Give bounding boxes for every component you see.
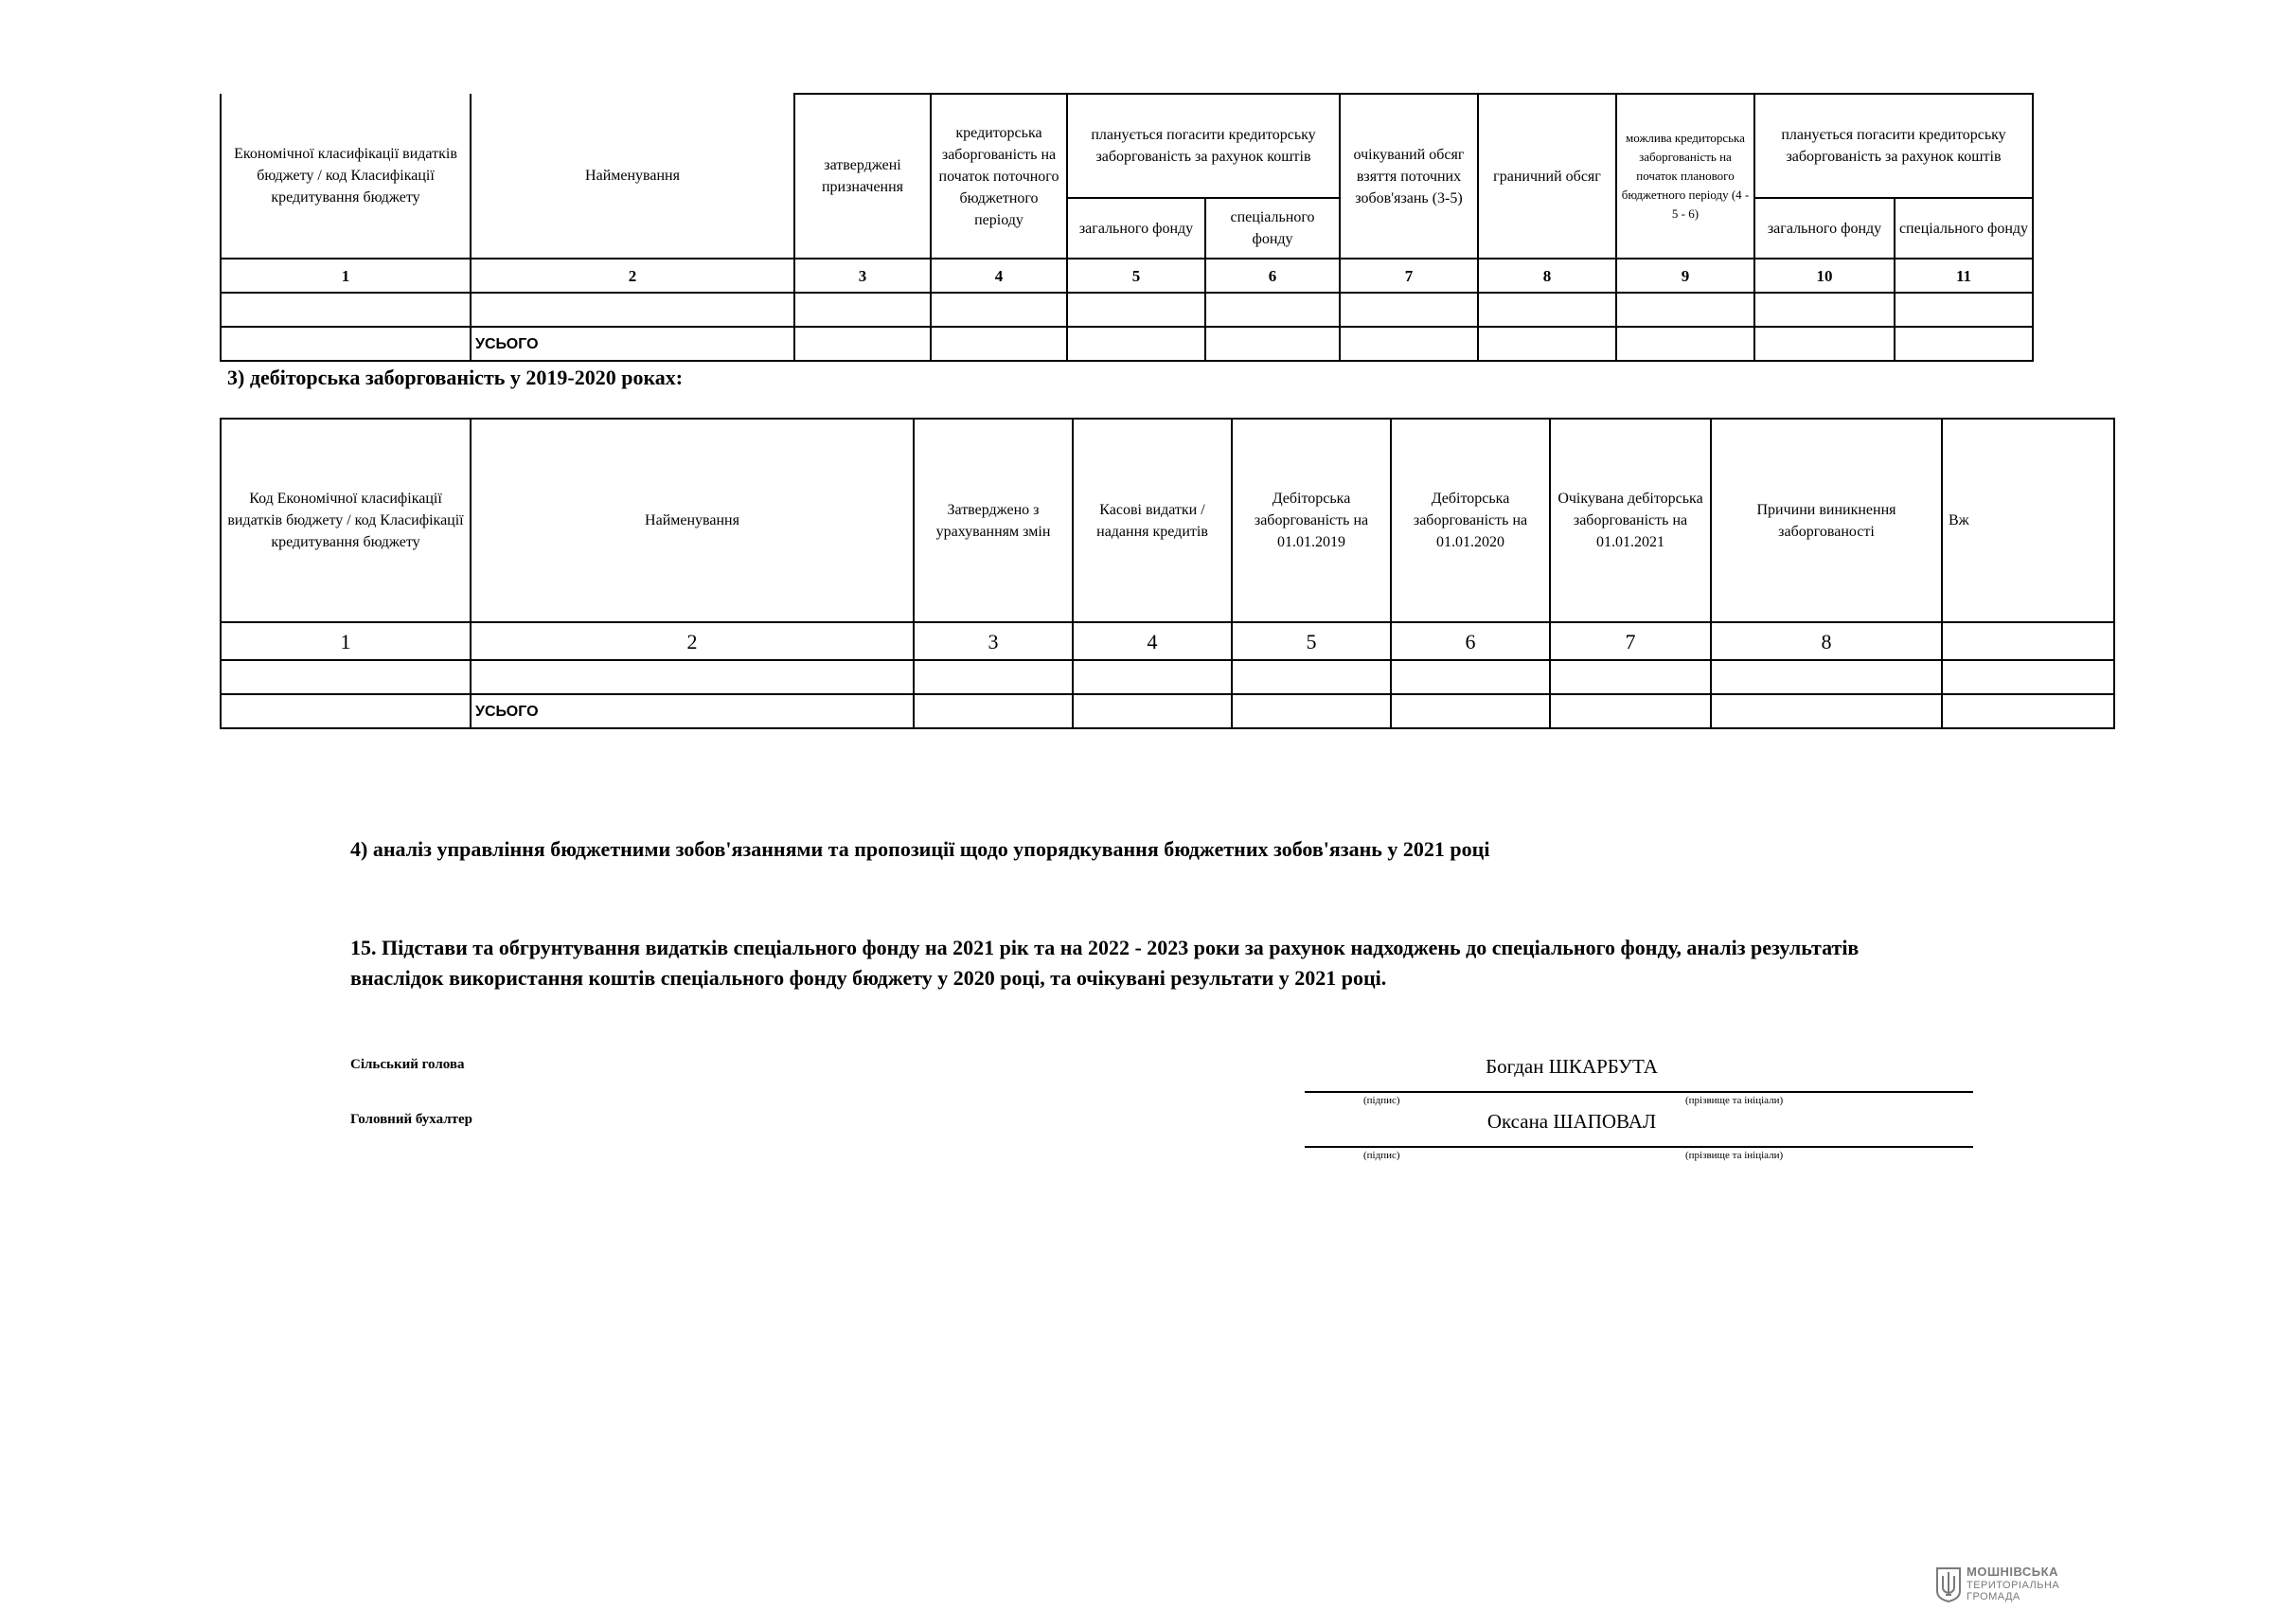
table-row-empty [221,293,2296,327]
col-header-code: Економічної класифікації видатків бюджету / код Класифікації кредитування бюджету [221,94,471,259]
col-header-plan-repay-2: планується погасити кредиторську заборгованість за рахунок коштів [1754,94,2033,198]
col-number: 7 [1340,259,1478,293]
section-15-line-1: 15. Підстави та обгрунтування видатків спеціального фонду на 2021 рік та на 2022 - 2023 роки за рахунок надходжень до спеціального фонду, аналіз результатів [350,936,1860,959]
col-number: 8 [1478,259,1616,293]
payables-table [220,93,2296,362]
col-number: 5 [1232,622,1391,660]
payables-table-clip [220,93,2029,364]
total-label: УСЬОГО [471,694,914,728]
col-header-receivable-2019: Дебіторська заборгованість на 01.01.2019 [1232,419,1391,622]
col-number: 4 [1073,622,1232,660]
name-caption: (прізвище та ініціали) [1685,1150,1784,1161]
col-number: 8 [1711,622,1942,660]
col-header-general-fund: загального фонду [1067,198,1205,259]
col-header-payable-start: кредиторська заборгованість на початок поточного бюджетного періоду [931,94,1067,259]
col-header-special-fund: спеціального фонду [1205,198,1340,259]
col-number: 11 [1895,259,2033,293]
col-number: 5 [1067,259,1205,293]
column-number-row [221,622,2114,660]
section-15-line-2: внаслідок використання коштів спеціального фонду бюджету у 2020 році, та очікувані результати у 2021 році. [350,966,1387,990]
name-caption: (прізвище та ініціали) [1685,1095,1784,1106]
head-name: Богдан ШКАРБУТА [1486,1055,1658,1078]
col-header-measures: Вж [1942,419,2114,622]
table-row-total [221,694,2114,728]
head-label: Сільський голова [350,1057,465,1072]
receivables-table [220,418,2115,729]
col-header-expected-volume: очікуваний обсяг взяття поточних зобов'язань (3-5) [1340,94,1478,259]
col-number: 2 [471,622,914,660]
col-header-receivable-2021: Очікувана дебіторська заборгованість на 01.01.2021 [1550,419,1711,622]
col-number: 1 [221,259,471,293]
logo-line-3: ГРОМАДА [1967,1591,2020,1602]
col-number: 6 [1205,259,1340,293]
table-row-empty [221,660,2114,694]
col-header-special-fund-2: спеціального фонду [1895,198,2033,259]
col-number: 3 [794,259,931,293]
col-number: 6 [1391,622,1550,660]
col-header-general-fund-2: загального фонду [1754,198,1895,259]
table-row-total [221,327,2296,361]
col-header-approved: Затверджено з урахуванням змін [914,419,1073,622]
col-number: 1 [221,622,471,660]
col-number: 9 [1616,259,1754,293]
col-header-code: Код Економічної класифікації видатків бюджету / код Класифікації кредитування бюджету [221,419,471,622]
accountant-label: Головний бухалтер [350,1112,472,1127]
col-header-receivable-2020: Дебіторська заборгованість на 01.01.2020 [1391,419,1550,622]
col-header-plan-repay: планується погасити кредиторську заборгованість за рахунок коштів [1067,94,1340,198]
col-number: 7 [1550,622,1711,660]
signature-line [1305,1146,1973,1148]
col-header-possible-payable: можлива кредиторська заборгованість на початок планового бюджетного періоду (4 - 5 - 6) [1616,94,1754,259]
col-number: 2 [471,259,794,293]
column-number-row [221,259,2296,293]
accountant-name: Оксана ШАПОВАЛ [1486,1110,1657,1133]
community-logo [1935,1565,2077,1602]
col-header-reasons: Причини виникнення заборгованості [1711,419,1942,622]
col-number: 4 [931,259,1067,293]
col-header-approved: затверджені призначення [794,94,931,259]
trident-icon [1935,1566,1962,1602]
col-number: 10 [1754,259,1895,293]
section-4-heading: 4) аналіз управління бюджетними зобов'язаннями та пропозиції щодо упорядкування бюджетних зобов'язань у 2021 році [350,837,1490,861]
col-number: 3 [914,622,1073,660]
col-header-limit-volume: граничний обсяг [1478,94,1616,259]
logo-line-1: МОШНІВСЬКА [1967,1565,2058,1579]
col-header-name: Найменування [471,94,794,259]
logo-line-2: ТЕРИТОРІАЛЬНА [1967,1580,2060,1591]
signature-caption: (підпис) [1363,1095,1400,1106]
col-header-name: Найменування [471,419,914,622]
signature-line [1305,1091,1973,1093]
section-3-heading: 3) дебіторська заборгованість у 2019-2020 роках: [227,366,684,389]
receivables-table-clip [220,418,1967,730]
signature-caption: (підпис) [1363,1150,1400,1161]
col-header-cash: Касові видатки / надання кредитів [1073,419,1232,622]
total-label: УСЬОГО [471,327,794,361]
